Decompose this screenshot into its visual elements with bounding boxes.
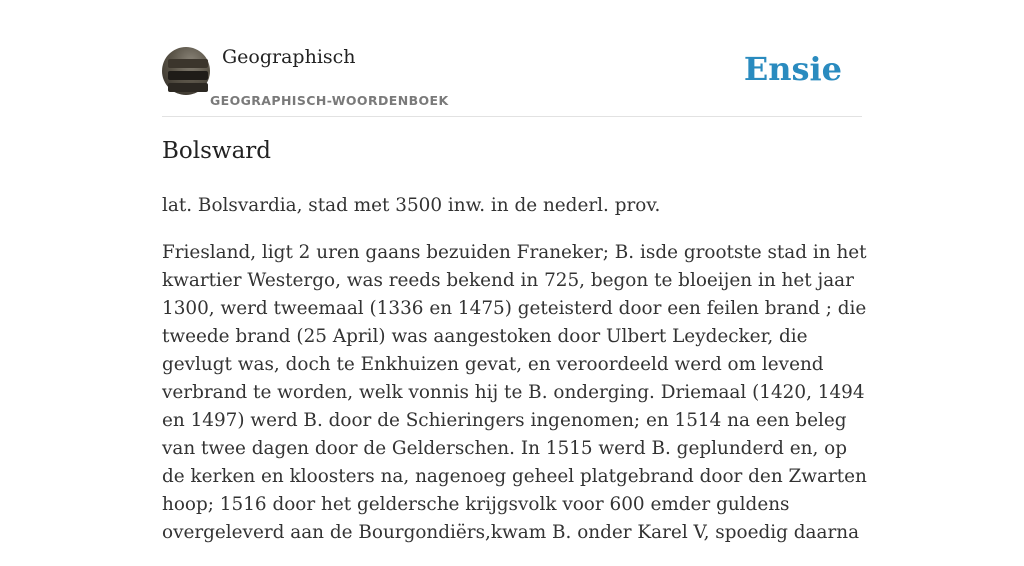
article-paragraph: Friesland, ligt 2 uren gaans bezuiden Franeker; B. isde grootste stad in het kwartier Westergo, was reeds bekend in 725, begon te bloeijen in het jaar 1300, werd tweemaal (1336 en 1475) geteisterd door een feilen brand ; die tweede brand (25 April) was aangestoken door Ulbert Leydecker, die gevlugt was, doch te Enkhuizen gevat, en veroordeeld werd om levend verbrand te worden, welk vonnis hij te B. onderging. Driemaal (1420, 1494 en 1497) werd B. door de Schieringers ingenomen; en 1514 na een beleg van twee dagen door de Gelderschen. In 1515 werd B. geplunderd en, op de kerken en kloosters na, nagenoeg geheel platgebrand door den Zwarten hoop; 1516 door het geldersche krijgsvolk voor 600 emder guldens overgeleverd aan de Bourgondiërs,kwam B. onder Karel V, spoedig daarna [162,242,867,543]
article-body [162,192,868,566]
article-title: Bolsward [162,138,272,164]
book-spine-icon [168,59,208,68]
book-spine-icon [168,71,208,80]
article-paragraph: lat. Bolsvardia, stad met 3500 inw. in de nederl. prov. [162,195,661,216]
source-title-link[interactable]: Geographisch [222,46,356,68]
source-slug: GEOGRAPHISCH-WOORDENBOEK [210,93,449,108]
brand-logo[interactable]: Ensie [743,50,842,88]
site-header [162,46,862,117]
book-spine-icon [168,83,208,92]
source-avatar[interactable] [162,47,210,95]
